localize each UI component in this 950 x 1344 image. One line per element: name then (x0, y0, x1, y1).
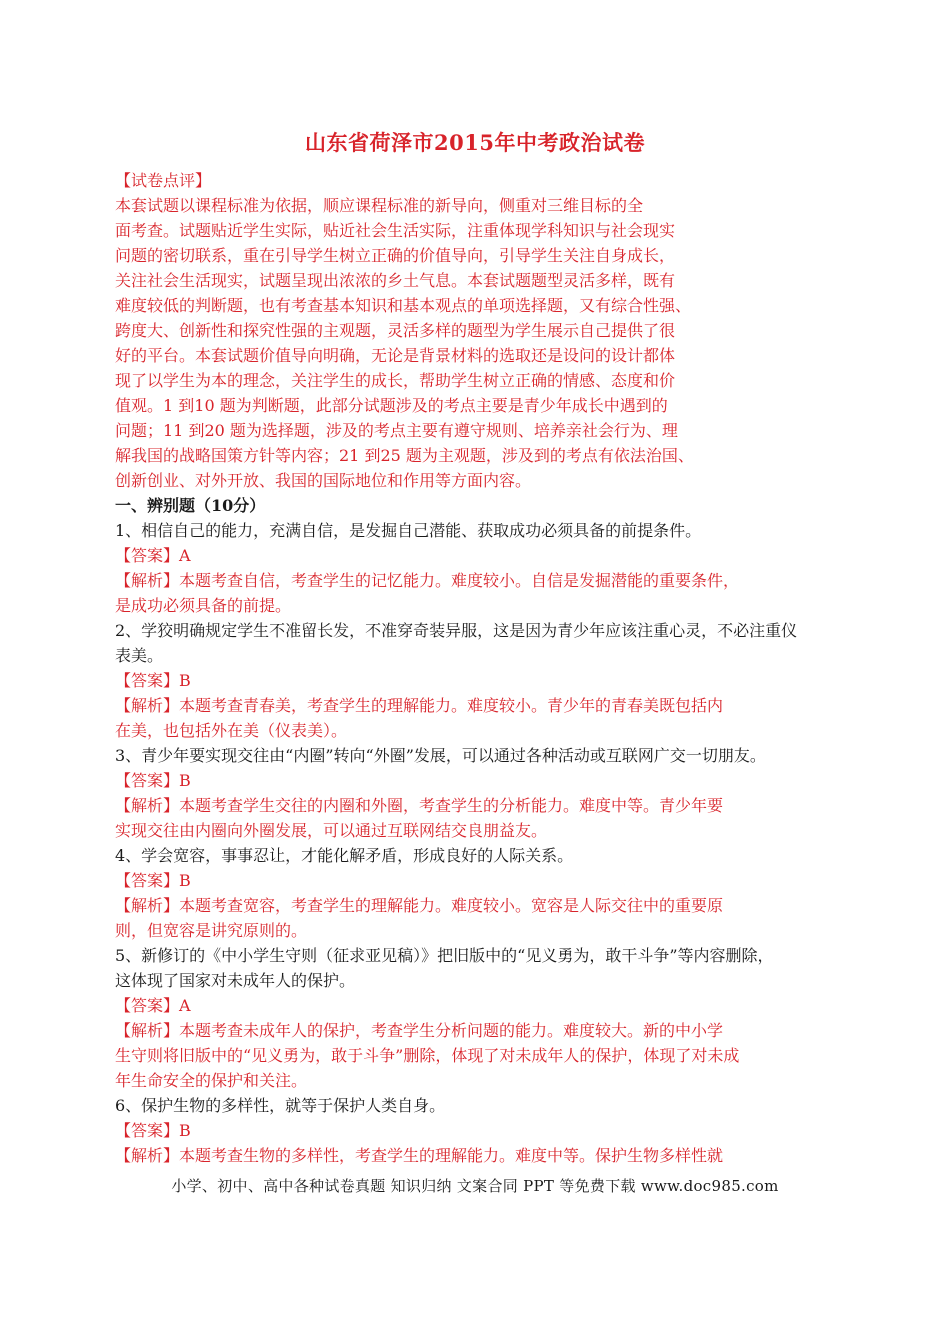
analysis-text: 则，但宽容是讲究原则的。 (115, 921, 308, 940)
analysis-text: 在美，也包括外在美（仪表美）。 (115, 721, 348, 740)
review-paragraph (115, 193, 845, 493)
review-line: 好的平台。本套试题价值导向明确，无论是背景材料的选取还是设问的设计都体 (115, 346, 676, 365)
question-stem: 4、学会宽容，事事忍让，才能化解矛盾，形成良好的人际关系。 (115, 846, 574, 865)
answer-label: 【答案】B (115, 1121, 191, 1140)
question-item (115, 843, 845, 943)
review-line: 跨度大、创新性和探究性强的主观题，灵活多样的题型为学生展示自己提供了很 (115, 321, 676, 340)
document-body (115, 168, 845, 1168)
section-heading: 一、辨别题（10分） (115, 496, 266, 515)
page-footer: 小学、初中、高中各种试卷真题 知识归纳 文案合同 PPT 等免费下载 www.doc985.com (171, 1177, 779, 1195)
question-stem: 1、相信自己的能力，充满自信，是发掘自己潜能、获取成功必须具备的前提条件。 (115, 521, 702, 540)
review-line: 本套试题以课程标准为依据，顺应课程标准的新导向，侧重对三维目标的全 (115, 196, 644, 215)
analysis-text: 【解析】本题考查青春美，考查学生的理解能力。难度较小。青少年的青春美既包括内 (115, 696, 724, 715)
question-item (115, 743, 845, 843)
answer-label: 【答案】A (115, 996, 191, 1015)
question-stem: 3、青少年要实现交往由“内圈”转向“外圈”发展，可以通过各种活动或互联网广交一切朋友。 (115, 746, 766, 765)
review-line: 关注社会生活现实，试题呈现出浓浓的乡土气息。本套试题题型灵活多样，既有 (115, 271, 676, 290)
answer-label: 【答案】B (115, 671, 191, 690)
question-stem: 这体现了国家对未成年人的保护。 (115, 971, 356, 990)
question-stem: 5、新修订的《中小学生守则（征求亚见稿）》把旧版中的“见义勇为，敢干斗争”等内容删除， (115, 946, 774, 965)
analysis-text: 【解析】本题考查自信，考查学生的记忆能力。难度较小。自信是发掘潜能的重要条件， (115, 571, 740, 590)
analysis-text: 【解析】本题考查学生交往的内圈和外圈，考查学生的分析能力。难度中等。青少年要 (115, 796, 724, 815)
review-line: 创新创业、对外开放、我国的国际地位和作用等方面内容。 (115, 471, 532, 490)
question-item (115, 518, 845, 618)
question-stem: 6、保护生物的多样性，就等于保护人类自身。 (115, 1096, 446, 1115)
answer-label: 【答案】A (115, 546, 191, 565)
question-item (115, 618, 845, 743)
review-line: 问题；11 到20 题为选择题，涉及的考点主要有遵守规则、培养亲社会行为、理 (115, 421, 678, 440)
analysis-text: 是成功必须具备的前提。 (115, 596, 292, 615)
question-stem: 表美。 (115, 646, 164, 665)
page-title: 山东省荷泽市2015年中考政治试卷 (305, 130, 645, 155)
analysis-text: 【解析】本题考查生物的多样性，考查学生的理解能力。难度中等。保护生物多样性就 (115, 1146, 724, 1165)
analysis-text: 实现交往由内圈向外圈发展，可以通过互联网结交良朋益友。 (115, 821, 548, 840)
analysis-text: 生守则将旧版中的“见义勇为，敢于斗争”删除，体现了对未成年人的保护，体现了对未成 (115, 1046, 740, 1065)
question-stem: 2、学狡明确规定学生不准留长发，不准穿奇装异服，这是因为青少年应该注重心灵，不必注重仪 (115, 621, 798, 640)
review-line: 问题的密切联系，重在引导学生树立正确的价值导向，引导学生关注自身成长， (115, 246, 676, 265)
review-line: 难度较低的判断题，也有考查基本知识和基本观点的单项选择题，又有综合性强、 (115, 296, 692, 315)
review-line: 值观。1 到10 题为判断题，此部分试题涉及的考点主要是青少年成长中遇到的 (115, 396, 668, 415)
answer-label: 【答案】B (115, 871, 191, 890)
analysis-text: 【解析】本题考查未成年人的保护，考查学生分析问题的能力。难度较大。新的中小学 (115, 1021, 724, 1040)
review-label: 【试卷点评】 (115, 171, 212, 190)
review-line: 面考查。试题贴近学生实际，贴近社会生活实际，注重体现学科知识与社会现实 (115, 221, 676, 240)
question-item (115, 943, 845, 1093)
review-line: 现了以学生为本的理念，关注学生的成长，帮助学生树立正确的情感、态度和价 (115, 371, 676, 390)
analysis-text: 【解析】本题考查宽容，考查学生的理解能力。难度较小。宽容是人际交往中的重要原 (115, 896, 724, 915)
review-line: 解我国的战略国策方针等内容；21 到25 题为主观题，涉及到的考点有依法治国、 (115, 446, 694, 465)
analysis-text: 年生命安全的保护和关注。 (115, 1071, 308, 1090)
answer-label: 【答案】B (115, 771, 191, 790)
question-list (115, 518, 845, 1168)
question-item (115, 1093, 845, 1168)
